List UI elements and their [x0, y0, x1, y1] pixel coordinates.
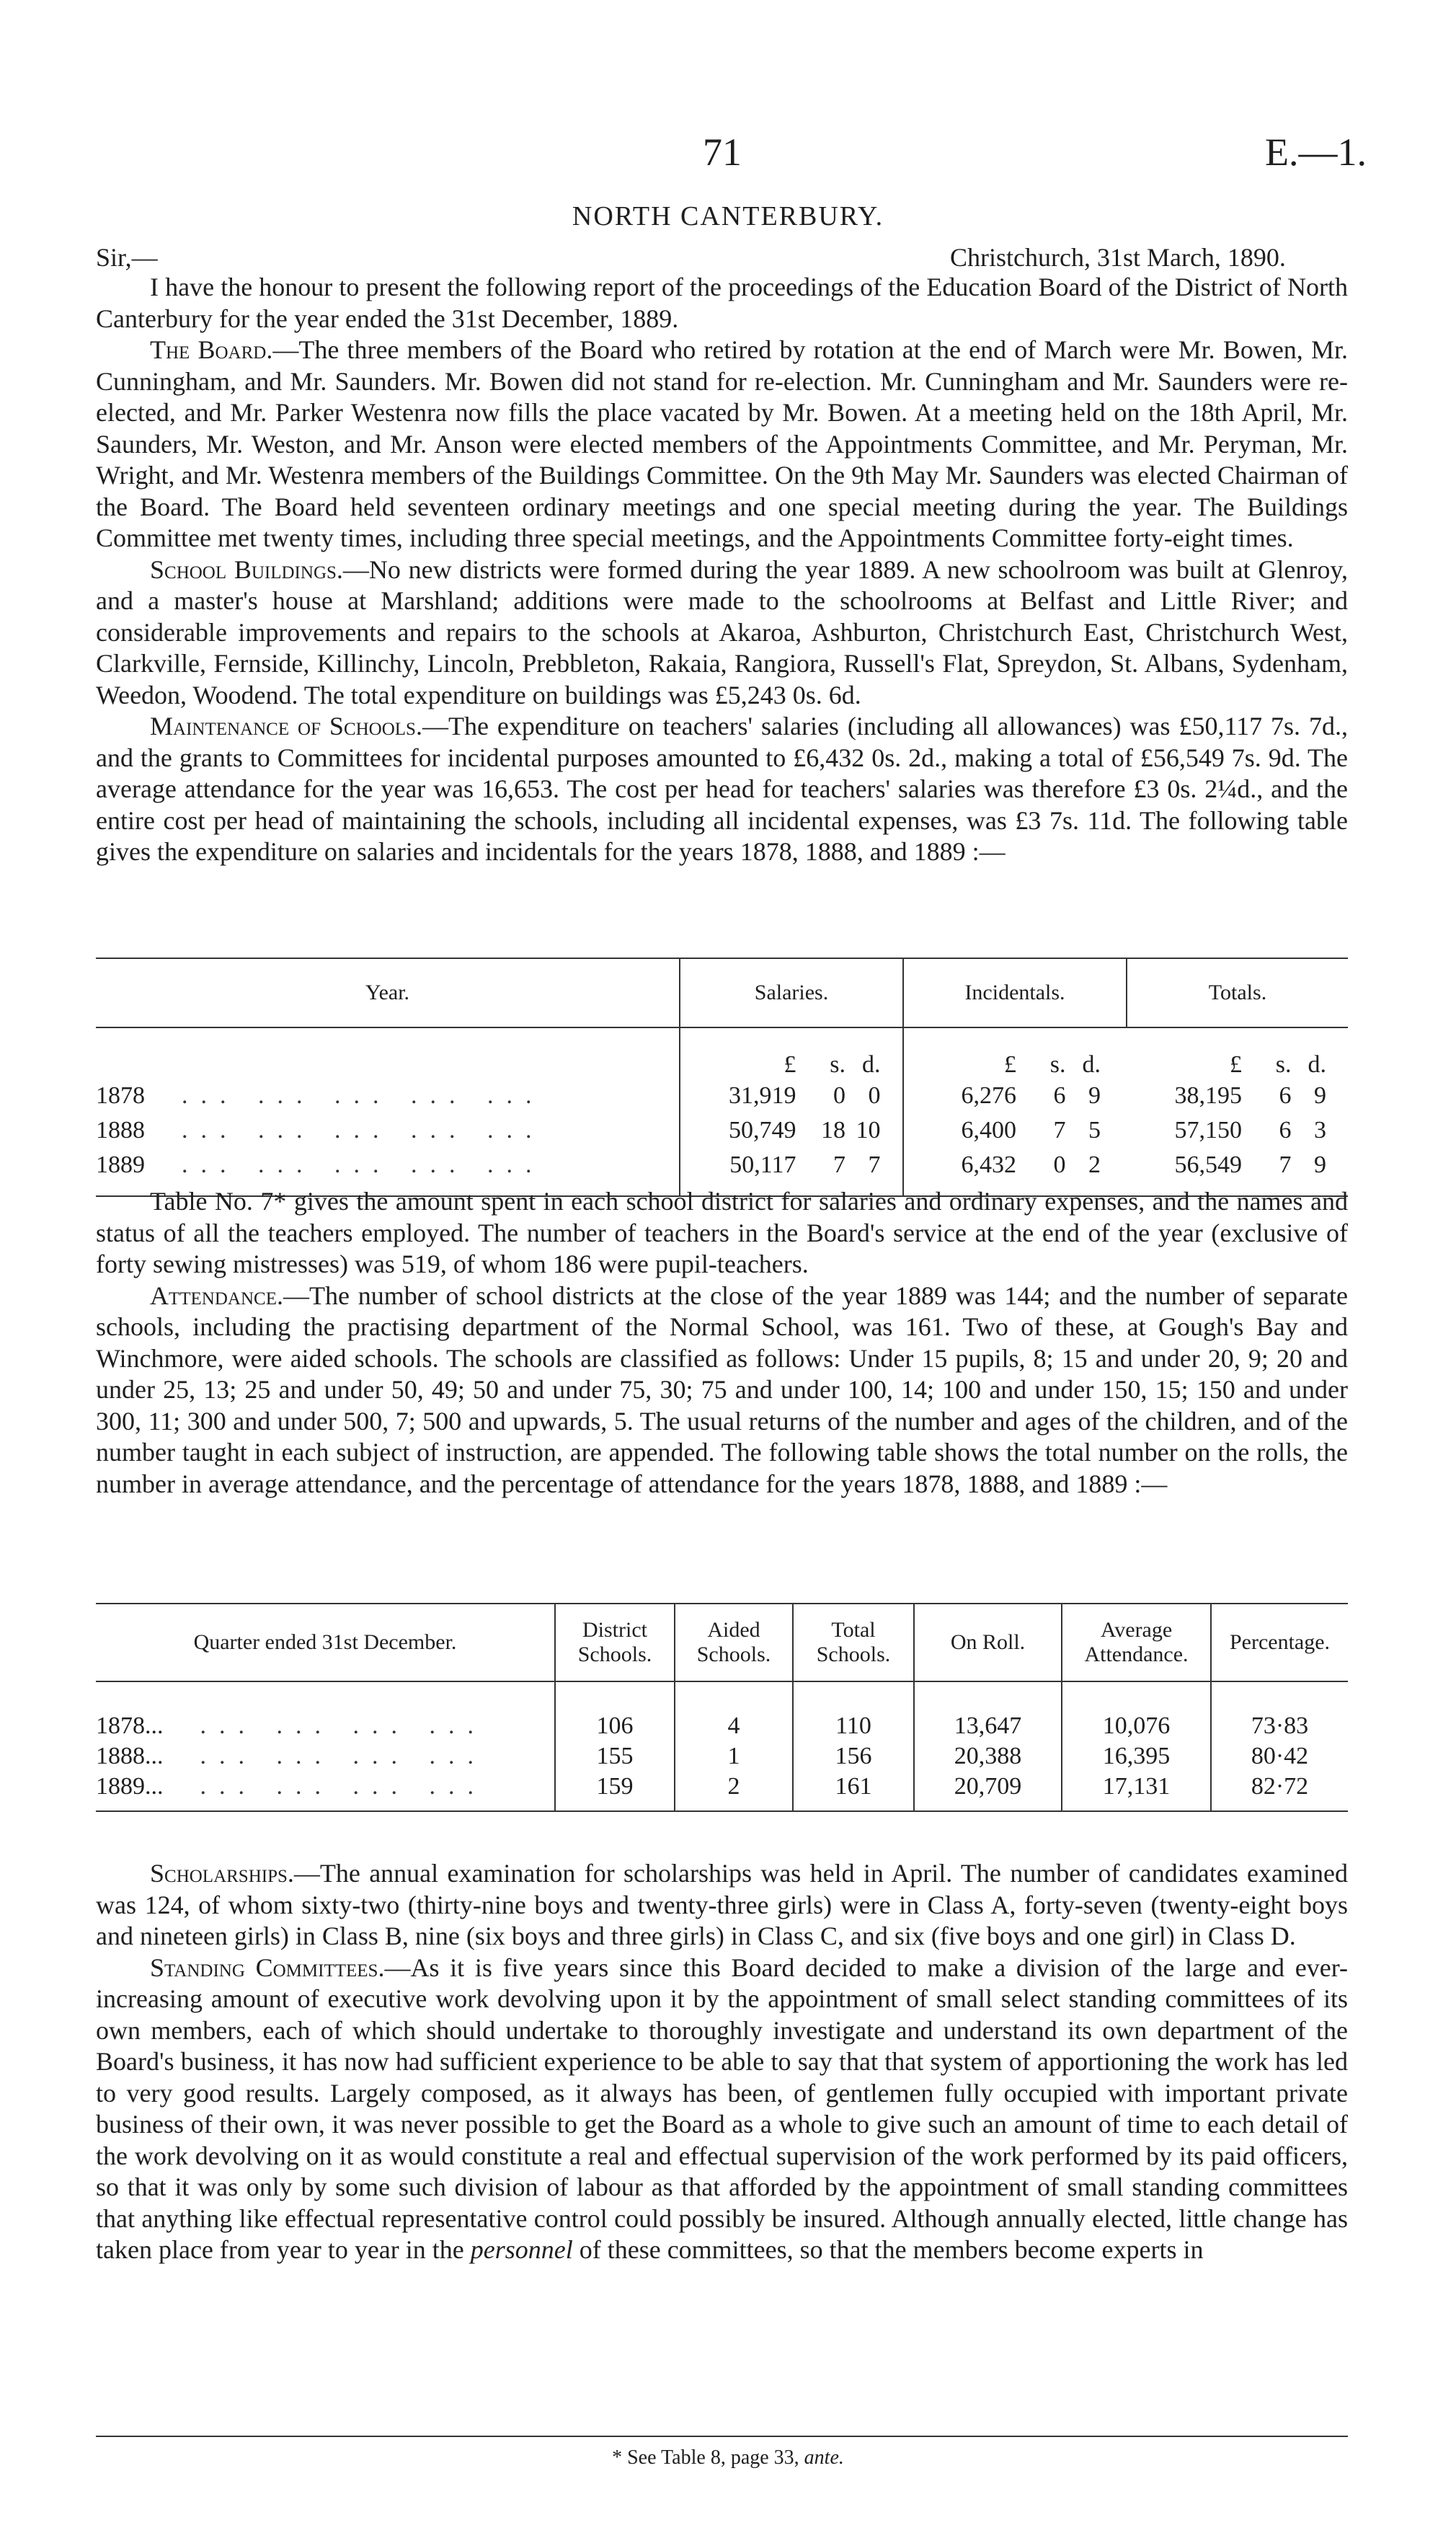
scholarships-heading: Scholarships.: [150, 1859, 294, 1888]
table-header-row: [96, 1604, 1348, 1681]
units-incidentals: £ s. d.: [903, 1027, 1127, 1079]
paragraph-buildings: [96, 554, 1348, 712]
attendance-text: —The number of school districts at the close of the year 1889 was 144; and the number of separate schools, including the practising department of the Normal School, was 161. Two of these, at Gough's Bay and Winchmore, were aided schools. The schools are classified as follows: Under 15 pupils, 8; 15 and under 20, 9; 20 and under 25, 13; 25 and under 50, 49; 50 and under 75, 30; 75 and under 100, 14; 100 and under 150, 15; 150 and under 300, 11; 300 and under 500, 7; 500 and upwards, 5. The usual returns of the number and ages of the children, and of the number taught in each subject of instruction, are appended. The following table shows the total number on the rolls, the number in average attendance, and the percentage of attendance for the years 1878, 1888, and 1889 :—: [96, 1281, 1348, 1498]
col-year: Year.: [365, 981, 410, 1004]
col-total-schools: Total Schools.: [793, 1604, 914, 1681]
col-district-schools: District Schools.: [555, 1604, 675, 1681]
text-block-middle: [96, 1186, 1348, 1500]
col-quarter: Quarter ended 31st December.: [193, 1630, 457, 1654]
buildings-heading: School Buildings.: [150, 554, 343, 584]
col-incidentals: Incidentals.: [903, 958, 1127, 1027]
section-title: NORTH CANTERBURY.: [572, 201, 884, 231]
col-percentage: Percentage.: [1211, 1604, 1348, 1681]
salutation: Sir,—: [96, 243, 158, 272]
maintenance-heading: Maintenance of Schools.: [150, 712, 422, 740]
paragraph-scholarships: [96, 1858, 1348, 1953]
paragraph-maintenance: [96, 711, 1348, 868]
table-row: 1889... ... ... ... ... 159 2 161 20,709 17,131 82·72: [96, 1772, 1348, 1811]
paragraph-attendance: [96, 1281, 1348, 1500]
dateline: Christchurch, 31st March, 1890.: [950, 243, 1286, 272]
footnote: * See Table 8, page 33, ante.: [612, 2446, 844, 2469]
units-row: [96, 1027, 1348, 1079]
table-row: 1878 ... ... ... ... ... 31,919 0 0 6,276 6 9 38,195 6 9: [96, 1079, 1348, 1113]
page-number: 71: [703, 131, 742, 174]
footnote-rule: [96, 2436, 1348, 2437]
units-salaries: £ s. d.: [680, 1027, 903, 1079]
paragraph-intro: I have the honour to present the following report of the proceedings of the Education Board of the District of North Canterbury for the year ended the 31st December, 1889.: [96, 273, 1348, 333]
table-header-row: [96, 958, 1348, 1027]
buildings-text: —No new districts were formed during the year 1889. A new schoolroom was built at Glenroy, and a master's house at Marshland; additions were made to the schoolrooms at Belfast and Little River; and considerable improvements and repairs to the schools at Akaroa, Ashburton, Christchurch East, Christchurch West, Clarkville, Fernside, Killinchy, Lincoln, Prebbleton, Rakaia, Rangiora, Russell's Flat, Spreydon, St. Albans, Sydenham, Weedon, Woodend. The total expenditure on buildings was £5,243 0s. 6d.: [96, 554, 1348, 709]
text-block-bottom: [96, 1858, 1348, 2266]
table-row: 1888 ... ... ... ... ... 50,749 18 10 6,400 7 5 57,150 6 3: [96, 1113, 1348, 1148]
col-aided-schools: Aided Schools.: [675, 1604, 793, 1681]
committees-text: —As it is five years since this Board decided to make a division of the large and ever-increasing amount of executive work devolving upon it by the appointment of small select standing committees of its own members, each of which should undertake to thoroughly investigate and understand its own department of the Board's business, it has now had sufficient experience to be able to say that that system of apportioning the work has led to very good results. Largely composed, as it always has been, of gentlemen fully occupied with important private business of their own, it was never possible to get the Board as a whole to give such an amount of time to each detail of the work devolving on it as would constitute a real and effectual supervision of the work performed by its paid officers, so that it was only by some such division of labour as that afforded by the appointment of small standing committees that anything like effectual representative control could possibly be insured. Although annually elected, little change has taken place from year to year in the: [96, 1953, 1348, 2264]
committees-heading: Standing Committees.: [150, 1953, 385, 1982]
table-row: 1888... ... ... ... ... 155 1 156 20,388 16,395 80·42: [96, 1741, 1348, 1772]
paragraph-board: [96, 335, 1348, 554]
attendance-table: [96, 1603, 1348, 1812]
expenditure-table: [96, 958, 1348, 1197]
scholarships-text: —The annual examination for scholarships was held in April. The number of candidates examined was 124, of whom sixty-two (thirty-nine boys and twenty-three girls) were in Class A, forty-seven (twenty-eight boys and nineteen girls) in Class B, nine (six boys and three girls) in Class C, and six (five boys and one girl) in Class D.: [96, 1859, 1348, 1950]
col-salaries: Salaries.: [680, 958, 903, 1027]
board-heading: The Board.: [150, 335, 273, 364]
col-average-attendance: Average Attendance.: [1062, 1604, 1211, 1681]
maintenance-text: —The expenditure on teachers' salaries (including all allowances) was £50,117 7s. 7d., and the grants to Committees for incidental purposes amounted to £6,432 0s. 2d., making a total of £56,549 7s. 9d. The average attendance for the year was 16,653. The cost per head for teachers' salaries was therefore £3 0s. 2¼d., and the entire cost per head of maintaining the schools, including all incidental expenses, was £3 7s. 11d. The following table gives the expenditure on salaries and incidentals for the years 1878, 1888, and 1889 :—: [96, 712, 1348, 866]
col-on-roll: On Roll.: [914, 1604, 1062, 1681]
units-totals: £ s. d.: [1230, 1051, 1326, 1078]
paragraph-committees: [96, 1953, 1348, 2266]
table-row: 1878... ... ... ... ... 106 4 110 13,647 10,076 73·83: [96, 1681, 1348, 1741]
board-text: —The three members of the Board who retired by rotation at the end of March were Mr. Bowen, Mr. Cunningham, and Mr. Saunders. Mr. Bowen did not stand for re-election. Mr. Cunningham and Mr. Saunders were re-elected, and Mr. Parker Westenra now fills the place vacated by Mr. Bowen. At a meeting held on the 18th April, Mr. Saunders, Mr. Weston, and Mr. Anson were elected members of the Appointments Committee, and Mr. Peryman, Mr. Wright, and Mr. Westenra members of the Buildings Committee. On the 9th May Mr. Saunders was elected Chairman of the Board. The Board held seventeen ordinary meetings and one special meeting during the year. The Buildings Committee met twenty times, including three special meetings, and the Appointments Committee forty-eight times.: [96, 335, 1348, 552]
committees-italic: personnel: [470, 2235, 573, 2264]
committees-text-end: of these committees, so that the members become experts in: [572, 2235, 1204, 2264]
paragraph-table7: Table No. 7* gives the amount spent in each school district for salaries and ordinary expenses, and the names and status of all the teachers employed. The number of teachers in the Board's service at the end of the year (exclusive of forty sewing mistresses) was 519, of whom 186 were pupil-teachers.: [96, 1187, 1348, 1278]
col-totals: Totals.: [1127, 958, 1348, 1027]
text-block-top: [96, 272, 1348, 868]
attendance-heading: Attendance.: [150, 1281, 283, 1310]
page-reference: E.—1.: [1265, 131, 1367, 174]
table-row: 1889 ... ... ... ... ... 50,117 7 7 6,432 0 2 56,549 7 9: [96, 1148, 1348, 1196]
